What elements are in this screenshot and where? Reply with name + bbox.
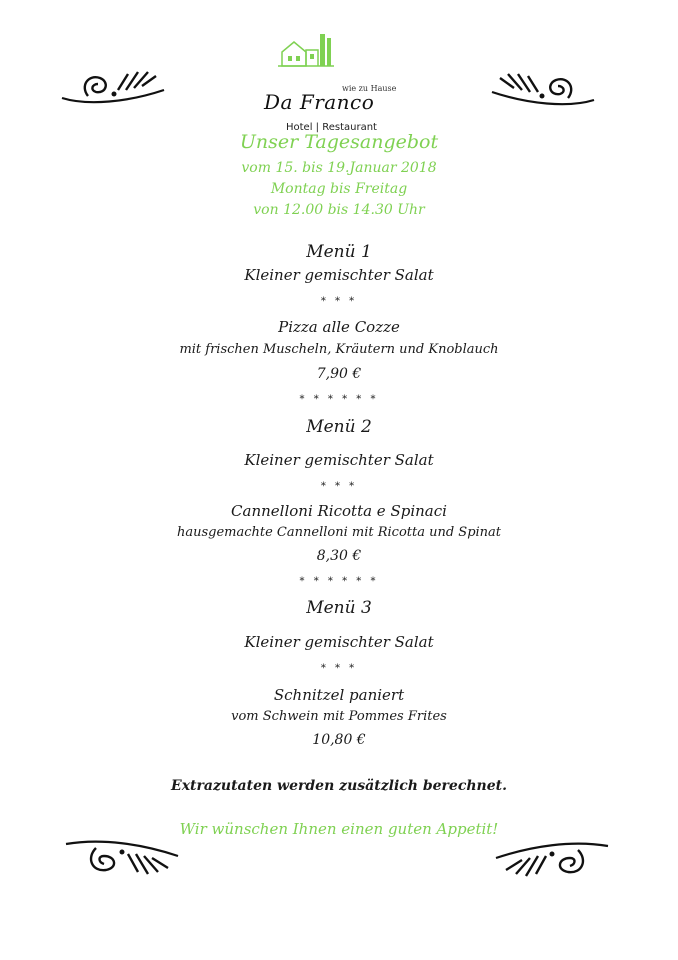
logo-name: Da Franco xyxy=(264,90,375,114)
menu-2-starter: Kleiner gemischter Salat xyxy=(244,451,434,469)
menu-divider-1: * * * * * * xyxy=(299,394,379,405)
offer-hours: von 12.00 bis 14.30 Uhr xyxy=(253,202,425,218)
menu-1-separator: * * * xyxy=(320,296,358,307)
menu-3-price: 10,80 € xyxy=(312,732,366,748)
ornament-bottom-right-icon xyxy=(492,832,612,887)
menu-2-main: Cannelloni Ricotta e Spinaci xyxy=(231,502,447,520)
menu-2-title: Menü 2 xyxy=(306,417,372,437)
ornament-bottom-left-icon xyxy=(62,830,182,885)
menu-divider-2: * * * * * * xyxy=(299,576,379,587)
closing-greeting: Wir wünschen Ihnen einen guten Appetit! xyxy=(179,820,499,838)
menu-3-separator: * * * xyxy=(320,663,358,674)
logo-subtitle: Hotel | Restaurant xyxy=(286,122,377,133)
menu-1-starter: Kleiner gemischter Salat xyxy=(244,266,434,284)
menu-3-main: Schnitzel paniert xyxy=(273,686,405,704)
logo-tagline: wie zu Hause xyxy=(342,84,397,93)
menu-2-separator: * * * xyxy=(320,481,358,492)
offer-date-range: vom 15. bis 19.Januar 2018 xyxy=(241,160,437,176)
menu-2-price: 8,30 € xyxy=(316,548,362,564)
ornament-top-right-icon xyxy=(488,62,598,112)
menu-3-starter: Kleiner gemischter Salat xyxy=(244,633,434,651)
menu-3-title: Menü 3 xyxy=(306,598,372,618)
menu-1-main: Pizza alle Cozze xyxy=(278,318,400,336)
menu-2-description: hausgemachte Cannelloni mit Ricotta und Spinat xyxy=(176,525,502,540)
offer-title: Unser Tagesangebot xyxy=(239,131,439,153)
offer-days: Montag bis Freitag xyxy=(270,181,408,197)
extras-note: Extrazutaten werden zusätzlich berechnet. xyxy=(171,778,507,794)
restaurant-logo xyxy=(258,30,398,133)
menu-1-description: mit frischen Muscheln, Kräutern und Knoblauch xyxy=(179,342,499,357)
menu-1-price: 7,90 € xyxy=(316,366,362,382)
ornament-top-left-icon xyxy=(58,60,168,110)
menu-1-title: Menü 1 xyxy=(306,242,372,262)
menu-3-description: vom Schwein mit Pommes Frites xyxy=(231,709,447,724)
villa-logo-icon xyxy=(278,32,334,72)
